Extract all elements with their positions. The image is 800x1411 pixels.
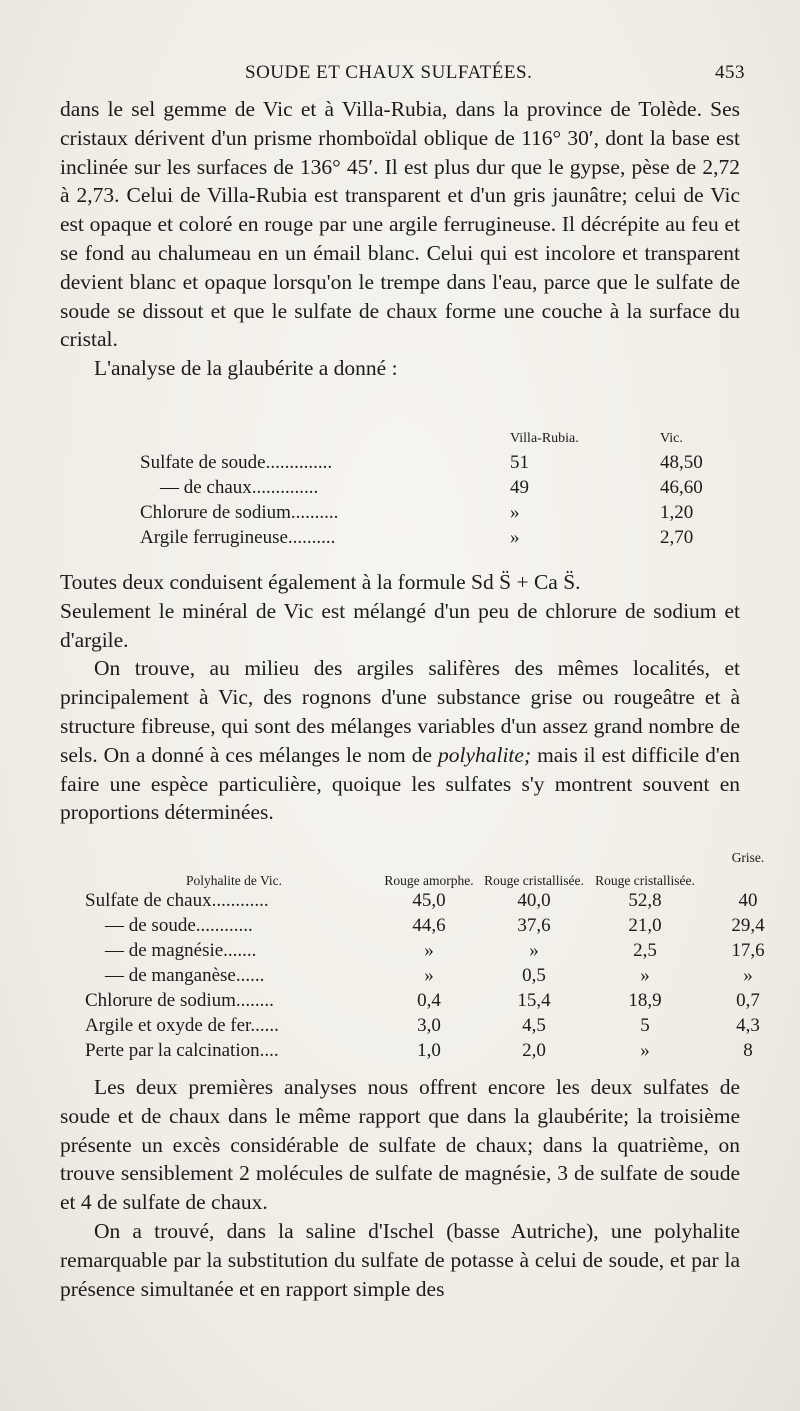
text-block-top [60,95,740,383]
table-cell: 52,8 [628,889,662,911]
formula-line: Toutes deux conduisent également à la formule Sd S̈ + Ca S̈. [60,570,581,594]
table-header-row [140,428,760,450]
table-cell: Sulfate de chaux............ [85,889,269,911]
paragraph: On a trouvé, dans la saline d'Ischel (basse Autriche), une polyhalite remarquable par la substitution du sulfate de potasse à celui de soude, et par la présence simultanée et en rapport simple des [60,1218,740,1301]
table-cell: Argile ferrugineuse.......... [140,526,336,548]
paragraph-text: On trouve, au milieu des argiles salifères des mêmes localités, et principalement à Vic, des rognons d'une substance grise ou rougeâtre et à structure fibreuse, qui sont des mélanges variables d'un assez grand nombre de sels. On a donné à ces mélanges le nom de [60,656,740,767]
table-row [140,475,760,500]
table-cell: Chlorure de sodium........ [85,989,274,1011]
table-cell: » [743,964,753,986]
paragraph: L'analyse de la glaubérite a donné : [94,356,398,381]
table-header-cell: Grise. [731,850,765,865]
italic-term: polyhalite; [437,742,532,767]
table-cell: » [529,939,539,961]
table-cell: 15,4 [517,989,551,1011]
table-cell: Perte par la calcination.... [85,1039,279,1061]
running-title: SOUDE ET CHAUX SULFATÉES. [245,62,533,83]
table-cell: 2,5 [633,939,657,961]
table-cell: 40,0 [517,889,551,911]
table-cell: 3,0 [417,1014,441,1036]
table-row [140,525,760,550]
table-cell: 0,4 [417,989,441,1011]
table-cell: 37,6 [517,914,551,936]
table-row [85,1013,799,1038]
paragraph-text: mais il est difficile d'en faire une espèce particulière, quoique les sulfates s'y montrent souvent en proportions déterminées. [60,742,740,825]
table-cell: » [510,526,520,548]
table-cell: 21,0 [628,914,662,936]
table-cell: — de soude............ [105,914,253,936]
table-cell: » [640,964,650,986]
paragraph: Seulement le minéral de Vic est mélangé d'un peu de chlorure de sodium et d'argile. [60,598,740,652]
table-cell: 48,50 [660,451,703,473]
table-cell: Sulfate de soude.............. [140,451,333,473]
table-header-cell: Rouge amorphe. [384,873,474,888]
table-cell: — de magnésie....... [105,939,257,961]
table-cell: 1,0 [417,1039,441,1061]
table-cell: 40 [738,889,758,911]
table-cell: 29,4 [731,914,765,936]
table-cell: 2,70 [660,526,694,548]
table-cell: 0,5 [522,964,546,986]
table-cell: 18,9 [628,989,662,1011]
table-header-cell [140,428,480,450]
table-cell: Argile et oxyde de fer...... [85,1014,279,1036]
table-cell: 5 [640,1014,650,1036]
table-row [85,988,799,1013]
table-cell: 4,5 [522,1014,546,1036]
table-cell: 17,6 [731,939,765,961]
table-cell: 44,6 [412,914,446,936]
table-header-cell: Rouge cristallisée. [484,873,584,888]
table-row [85,1038,799,1063]
table-header-row [85,850,799,888]
text-block-middle [60,568,740,827]
page-number: 453 [715,62,745,83]
table-cell: » [424,939,434,961]
table-cell: » [424,964,434,986]
paragraph: Les deux premières analyses nous offrent encore les deux sulfates de soude et de chaux dans le même rapport que dans la glaubérite; la troisième présente un excès considérable de sulfate de chaux; dans la quatrième, on trouve sensiblement 2 molécules de sulfate de magnésie, 3 de sulfate de soude et 4 de sulfate de chaux. [60,1075,740,1215]
table-cell: — de manganèse...... [105,964,265,986]
table-row [140,500,760,525]
table-cell: 8 [743,1039,753,1061]
paragraph: dans le sel gemme de Vic et à Villa-Rubia, dans la province de Tolède. Ses cristaux dérivent d'un prisme rhomboïdal oblique de 116° 30′, dont la base est inclinée sur les surfaces de 136° 45′. Il est plus dur que le gypse, pèse de 2,72 à 2,73. Celui de Villa-Rubia est transparent et d'un gris jaunâtre; celui de Vic est opaque et coloré en rouge par une argile ferrugineuse. Il décrépite au feu et se fond au chalumeau en un émail blanc. Celui qui est incolore et transparent devient blanc et opaque lorsqu'on le trempe dans l'eau, parce que le sulfate de soude se dissout et que le sulfate de chaux forme une couche à la surface du cristal. [60,97,740,352]
table-cell: 1,20 [660,501,694,523]
table-cell: — de chaux.............. [160,476,319,498]
table-row [85,963,799,988]
table-cell: 0,7 [736,989,760,1011]
table-header-cell: Polyhalite de Vic. [185,873,283,888]
table-cell: 51 [510,451,529,473]
table-cell: 46,60 [660,476,703,498]
table-cell: 49 [510,476,529,498]
table-cell: Chlorure de sodium.......... [140,501,339,523]
table-row [85,913,799,938]
table-row [85,938,799,963]
table-cell: » [510,501,520,523]
text-block-bottom [60,1073,740,1303]
glauberite-analysis-table [140,428,760,550]
polyhalite-analysis-table [85,850,799,1063]
table-cell: 2,0 [522,1039,546,1061]
paragraph-polyhalite [60,654,740,827]
table-header-cell: Villa-Rubia. [510,431,579,446]
table-header-cell: Vic. [660,431,683,446]
table-row [140,450,760,475]
table-cell: » [640,1039,650,1061]
table-cell: 4,3 [736,1014,760,1036]
table-row [85,888,799,913]
table-header-cell: Rouge cristallisée. [595,873,695,888]
table-cell: 45,0 [412,889,446,911]
